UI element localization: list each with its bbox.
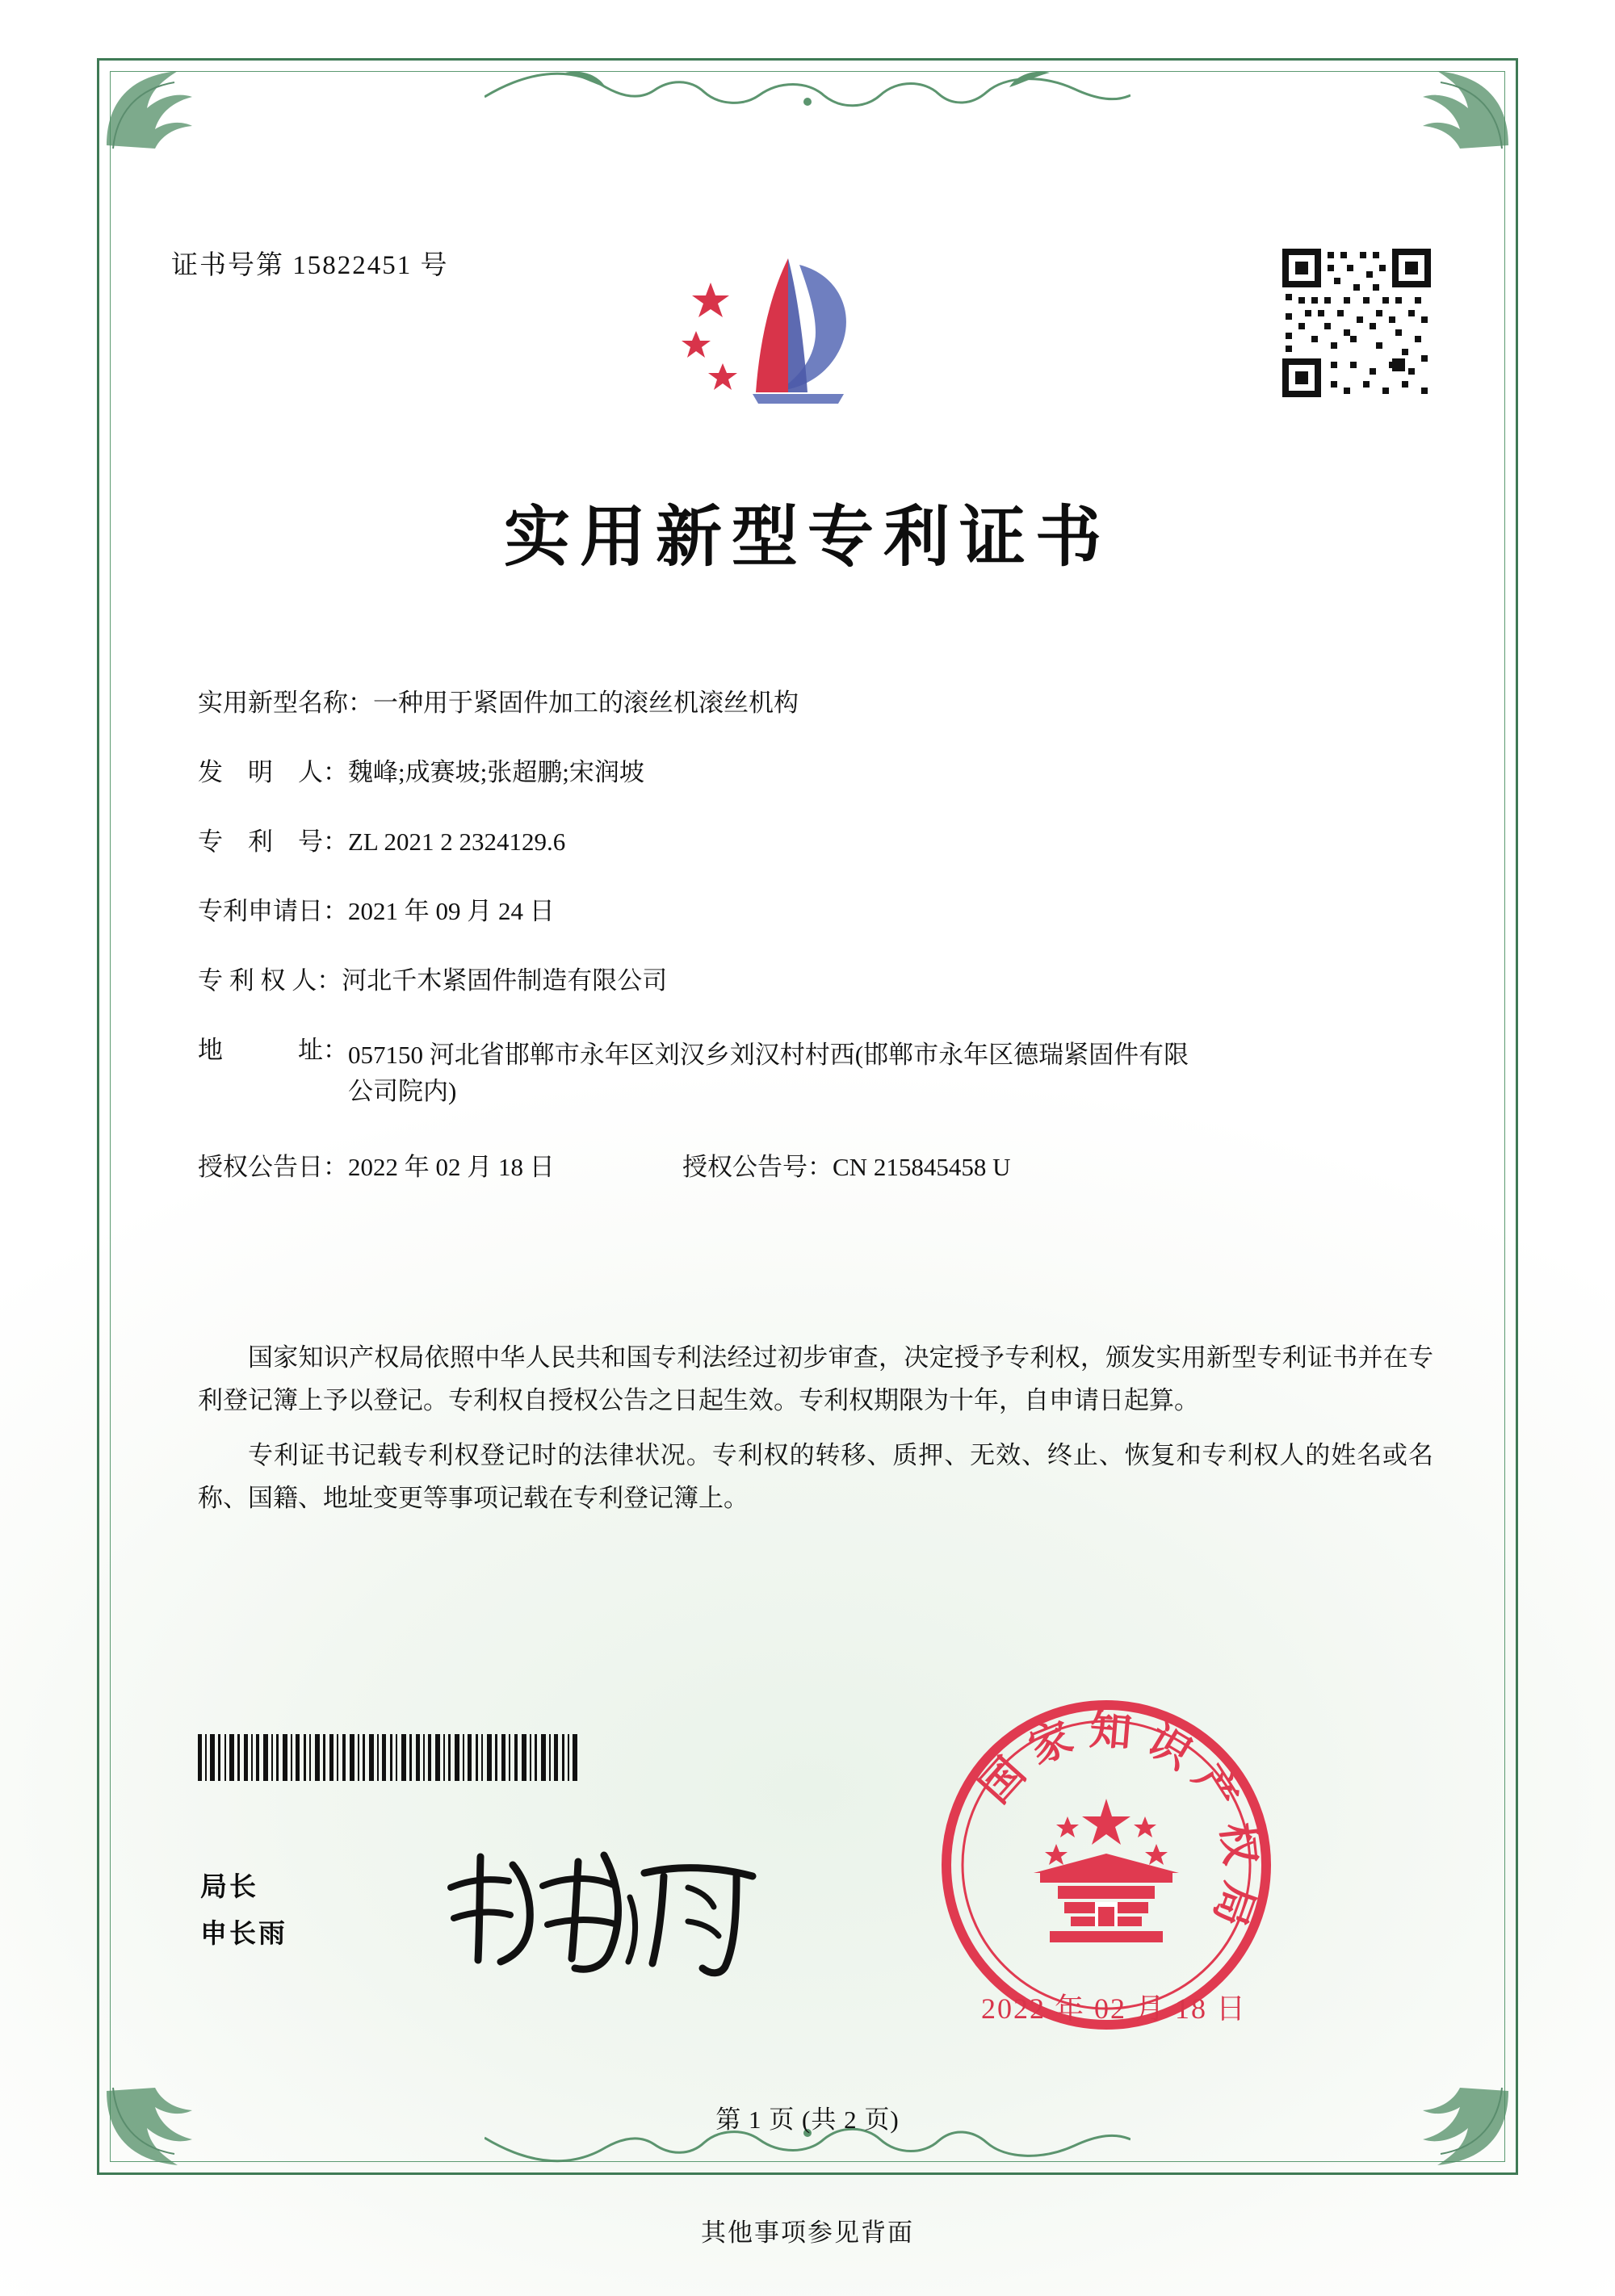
announcement-number-label: 授权公告号： [682,1152,833,1181]
field-value-name: 一种用于紧固件加工的滚丝机滚丝机构 [373,689,799,717]
announcement-number-segment [682,1154,1010,1179]
field-label-inventor: 发 明 人： [198,758,348,786]
field-value-application-date: 2021 年 09 月 24 日 [348,897,555,925]
signature-labels [200,1865,287,1959]
fields-block [198,690,1425,1212]
paragraph-registry: 专利证书记载专利权登记时的法律状况。专利权的转移、质押、无效、终止、恢复和专利权人的姓名或名称、国籍、地址变更等事项记载在专利登记簿上。 [198,1440,1433,1512]
barcode-icon [198,1734,618,1781]
field-row-patent-number [198,829,1425,854]
cnipa-logo-icon [678,234,880,420]
director-title: 局长 [200,1873,258,1902]
field-label-address: 地 址： [198,1036,348,1064]
page-indicator: 第 1 页 (共 2 页) [715,2105,900,2134]
announcement-number-value: CN 215845458 U [833,1152,1011,1181]
page-title: 实用新型专利证书 [503,498,1111,576]
field-row-application-date [198,899,1425,924]
top-flourish-icon [484,60,1130,132]
announcement-row [198,1154,1425,1179]
director-name: 申长雨 [200,1919,287,1949]
back-note: 其他事项参见背面 [701,2218,914,2247]
field-label-patentee: 专 利 权 人： [198,966,342,995]
seal-date: 2022 年 02 月 18 日 [981,1992,1248,2025]
svg-text:国家知识产权局: 国家知识产权局 [970,1704,1267,1946]
field-row-patentee [198,968,1425,993]
field-label-patent-number: 专 利 号： [198,827,348,856]
field-row-address [198,1037,1425,1110]
announcement-date-value: 2022 年 02 月 18 日 [348,1152,555,1181]
field-value-address: 057150 河北省邯郸市永年区刘汉乡刘汉村村西(邯郸市永年区德瑞紧固件有限公司院内) [348,1041,1189,1105]
announcement-date-label: 授权公告日： [198,1152,348,1181]
field-value-inventor: 魏峰;成赛坡;张超鹏;宋润坡 [348,758,644,786]
announcement-date-segment [198,1154,682,1179]
field-label-application-date: 专利申请日： [198,897,348,925]
field-value-patentee: 河北千木紧固件制造有限公司 [342,966,668,995]
corner-ornament-icon [1407,65,1512,153]
handwritten-signature-icon [436,1841,783,1978]
field-label-name: 实用新型名称： [198,689,373,717]
qr-code-icon [1276,242,1437,404]
field-row-inventor [198,760,1425,785]
legal-text-block [198,1336,1433,1531]
paragraph-grant: 国家知识产权局依照中华人民共和国专利法经过初步审查，决定授予专利权，颁发实用新型专利证书并在专利登记簿上予以登记。专利权自授权公告之日起生效。专利权期限为十年，自申请日起算。 [198,1343,1433,1415]
field-row-name [198,690,1425,715]
certificate-number: 证书号第 15822451 号 [171,251,449,280]
official-red-seal-icon [937,1695,1276,2034]
field-value-patent-number: ZL 2021 2 2324129.6 [348,827,566,856]
corner-ornament-icon [103,65,208,153]
